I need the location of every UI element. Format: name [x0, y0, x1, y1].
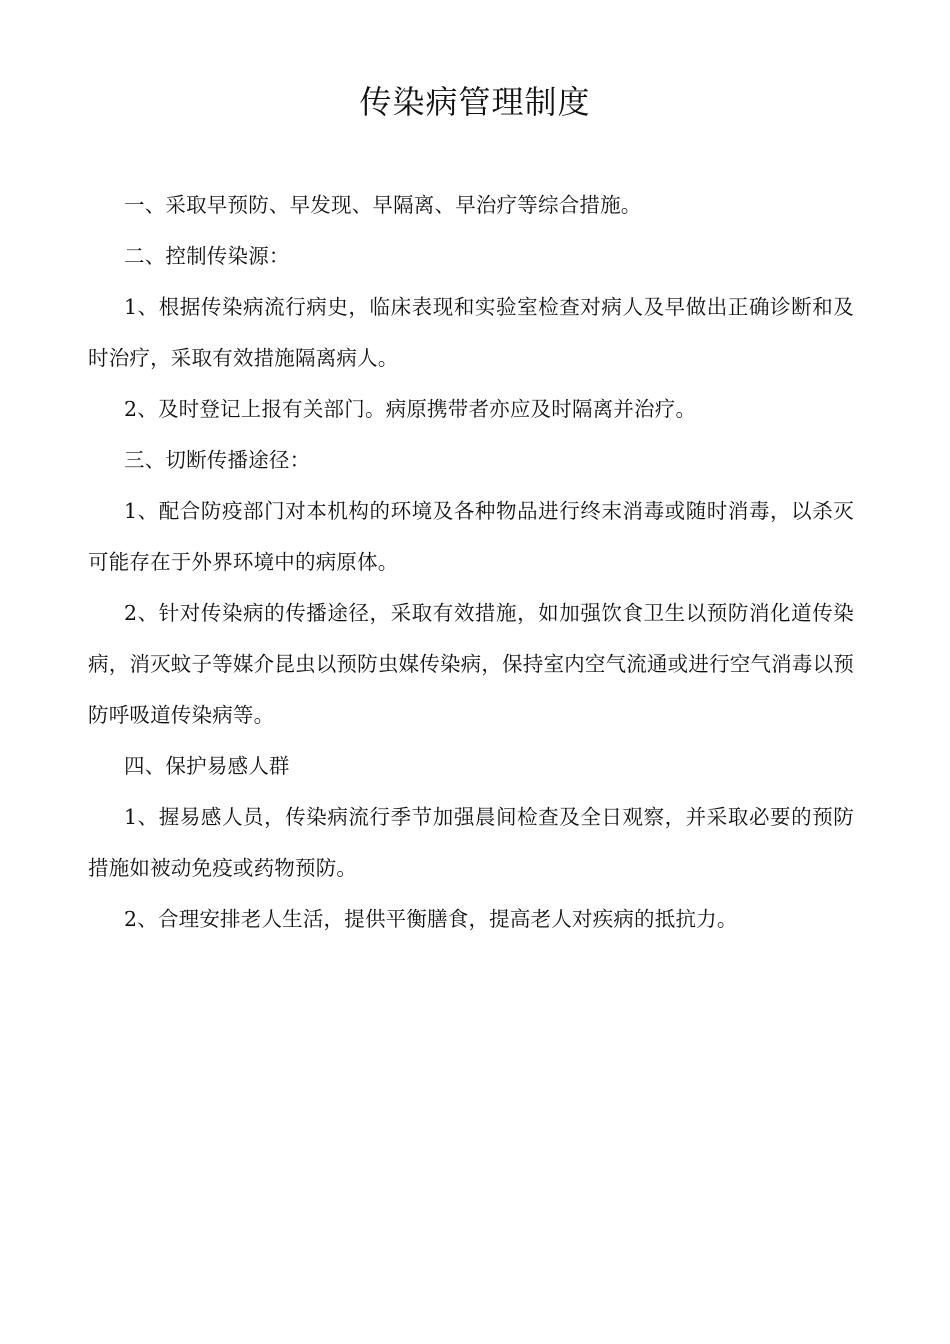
- document-body: [88, 180, 854, 945]
- section-1-heading: 一、采取早预防、早发现、早隔离、早治疗等综合措施。: [124, 193, 642, 217]
- section-2-heading: 二、控制传染源：: [124, 244, 290, 268]
- section-3-item-2: 2、针对传染病的传播途径，采取有效措施，如加强饮食卫生以预防消化道传染病，消灭蚊子等媒介昆虫以预防虫媒传染病，保持室内空气流通或进行空气消毒以预防呼吸道传染病等。: [88, 601, 854, 727]
- section-4-heading: 四、保护易感人群: [124, 754, 290, 778]
- section-2-item-1: 1、根据传染病流行病史，临床表现和实验室检查对病人及早做出正确诊断和及时治疗，采取有效措施隔离病人。: [88, 295, 854, 370]
- section-2-item-2: 2、及时登记上报有关部门。病原携带者亦应及时隔离并治疗。: [124, 397, 697, 421]
- section-3-heading: 三、切断传播途径：: [124, 448, 311, 472]
- section-3-item-1: 1、配合防疫部门对本机构的环境及各种物品进行终末消毒或随时消毒，以杀灭可能存在于外界环境中的病原体。: [88, 499, 854, 574]
- document-title: 传染病管理制度: [359, 83, 591, 121]
- section-4-item-1: 1、握易感人员，传染病流行季节加强晨间检查及全日观察，并采取必要的预防措施如被动免疫或药物预防。: [88, 805, 854, 880]
- section-4-item-2: 2、合理安排老人生活，提供平衡膳食，提高老人对疾病的抵抗力。: [124, 907, 738, 931]
